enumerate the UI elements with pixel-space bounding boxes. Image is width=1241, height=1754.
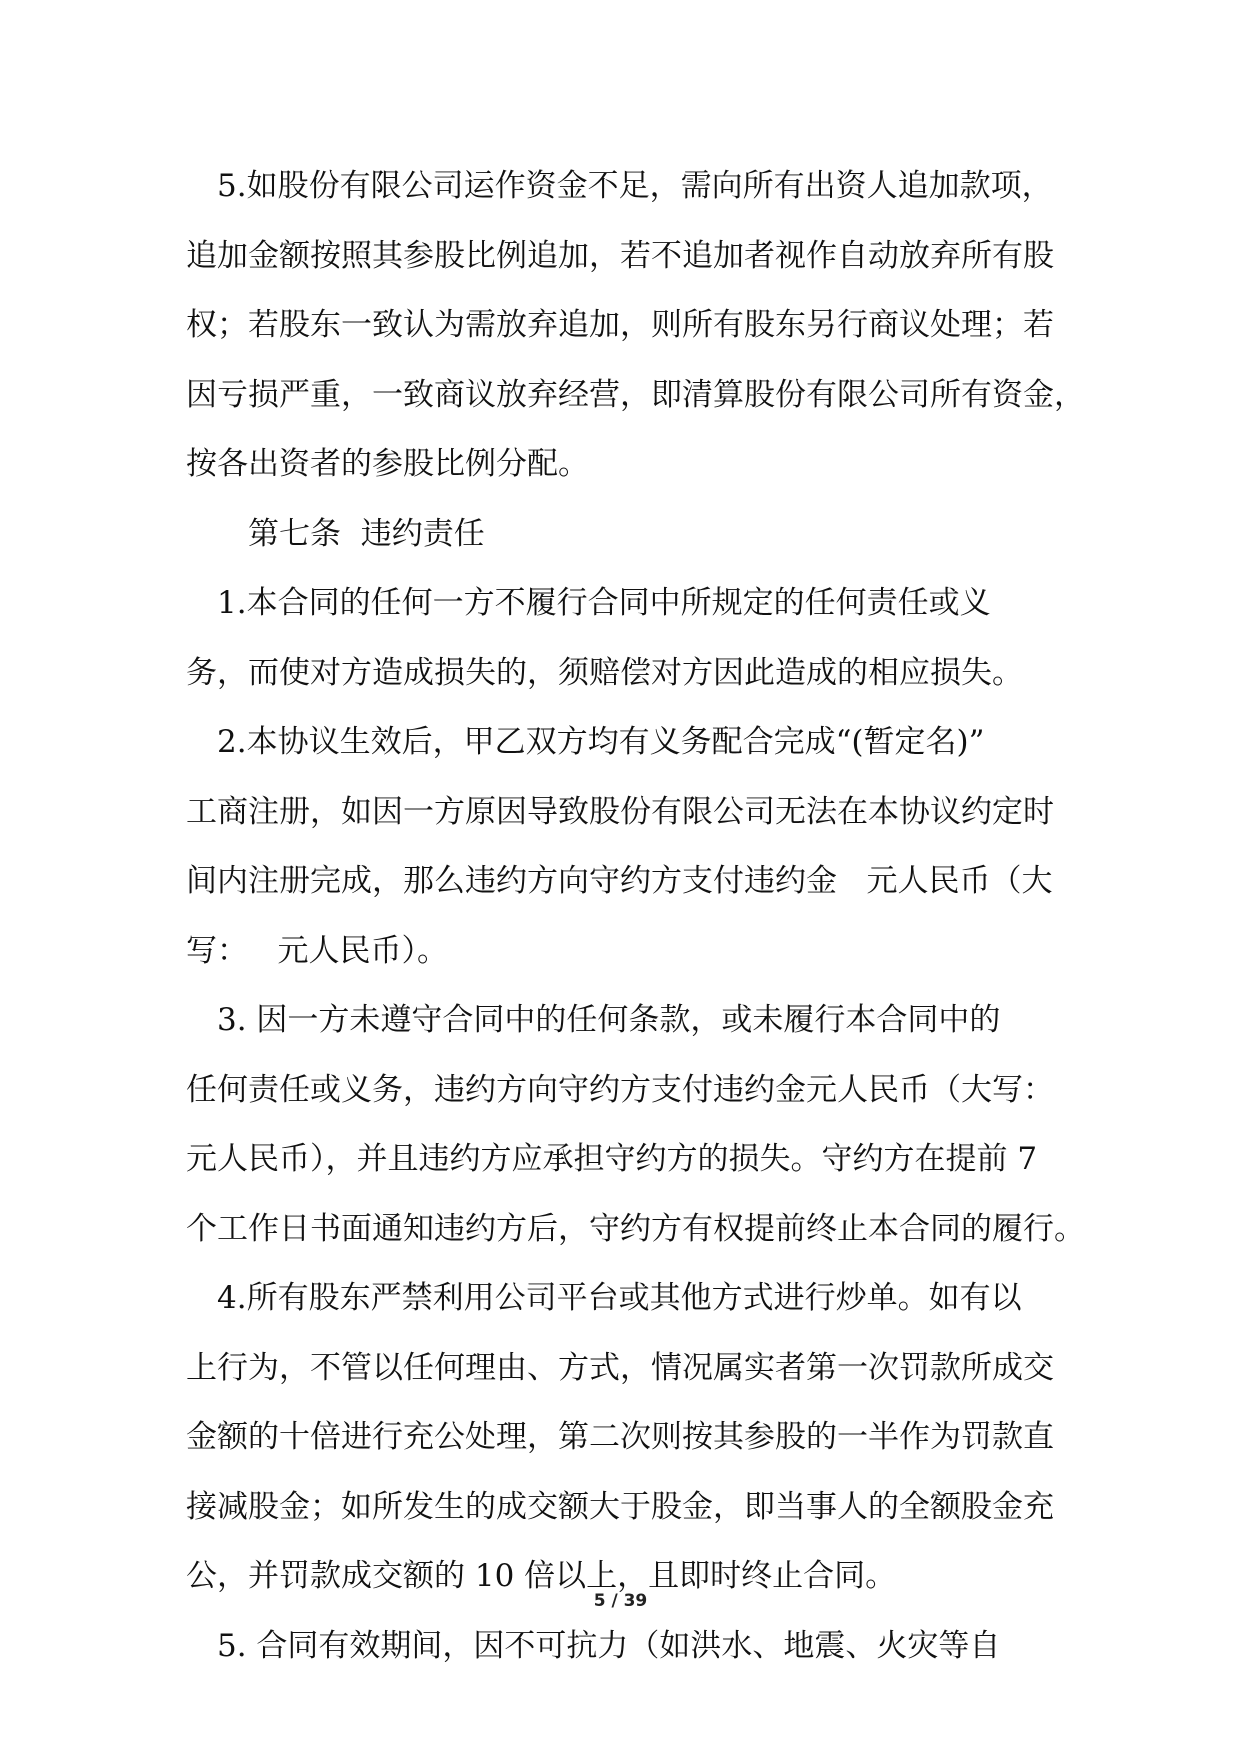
text-line: 工商注册，如因一方原因导致股份有限公司无法在本协议约定时 [186,793,1054,830]
clause-paragraph [186,1264,1066,1612]
text-line: 间内注册完成，那么违约方向守约方支付违约金 元人民币（大 [186,863,1053,899]
clause-paragraph [186,986,1085,1264]
text-line: 个工作日书面通知违约方后，守约方有权提前终止本合同的履行。 [186,1210,1085,1247]
text-line: 任何责任或义务，违约方向守约方支付违约金元人民币（大写： [186,1071,1054,1108]
text-line: 上行为，不管以任何理由、方式，情况属实者第一次罚款所成交 [186,1349,1054,1386]
text-line: 第七条 违约责任 [248,515,485,552]
text-line: 5.如股份有限公司运作资金不足，需向所有出资人追加款项， [186,168,1053,204]
text-line: 4.所有股东严禁利用公司平台或其他方式进行炒单。如有以 [186,1280,1022,1316]
text-line: 元人民币），并且违约方应承担守约方的损失。守约方在提前 7 [186,1141,1038,1177]
text-line: 因亏损严重，一致商议放弃经营，即清算股份有限公司所有资金， [186,376,1085,413]
clause-paragraph [186,152,1085,500]
text-line: 权；若股东一致认为需放弃追加，则所有股东另行商议处理；若 [186,307,1054,343]
page-number: 5 / 39 [593,1591,648,1611]
text-line: 写： 元人民币）。 [186,932,449,969]
clause-paragraph [186,569,1066,708]
text-line: 公，并罚款成交额的 10 倍以上，且即时终止合同。 [186,1558,897,1594]
text-line: 3. 因一方未遵守合同中的任何条款，或未履行本合同中的 [186,1002,1001,1038]
section-heading [186,500,1066,570]
text-line: 务，而使对方造成损失的，须赔偿对方因此造成的相应损失。 [186,654,1023,691]
text-line: 2.本协议生效后，甲乙双方均有义务配合完成“(暂定名)” [186,724,985,760]
text-line: 追加金额按照其参股比例追加，若不追加者视作自动放弃所有股 [186,237,1054,274]
clause-paragraph [186,1612,1066,1682]
document-body [186,152,1085,1681]
text-line: 金额的十倍进行充公处理，第二次则按其参股的一半作为罚款直 [186,1419,1054,1455]
text-line: 5. 合同有效期间，因不可抗力（如洪水、地震、火灾等自 [186,1627,1001,1664]
text-line: 1.本合同的任何一方不履行合同中所规定的任何责任或义 [186,585,991,621]
text-line: 按各出资者的参股比例分配。 [186,446,589,482]
text-line: 接减股金；如所发生的成交额大于股金，即当事人的全额股金充 [186,1488,1054,1525]
clause-paragraph [186,708,1066,986]
